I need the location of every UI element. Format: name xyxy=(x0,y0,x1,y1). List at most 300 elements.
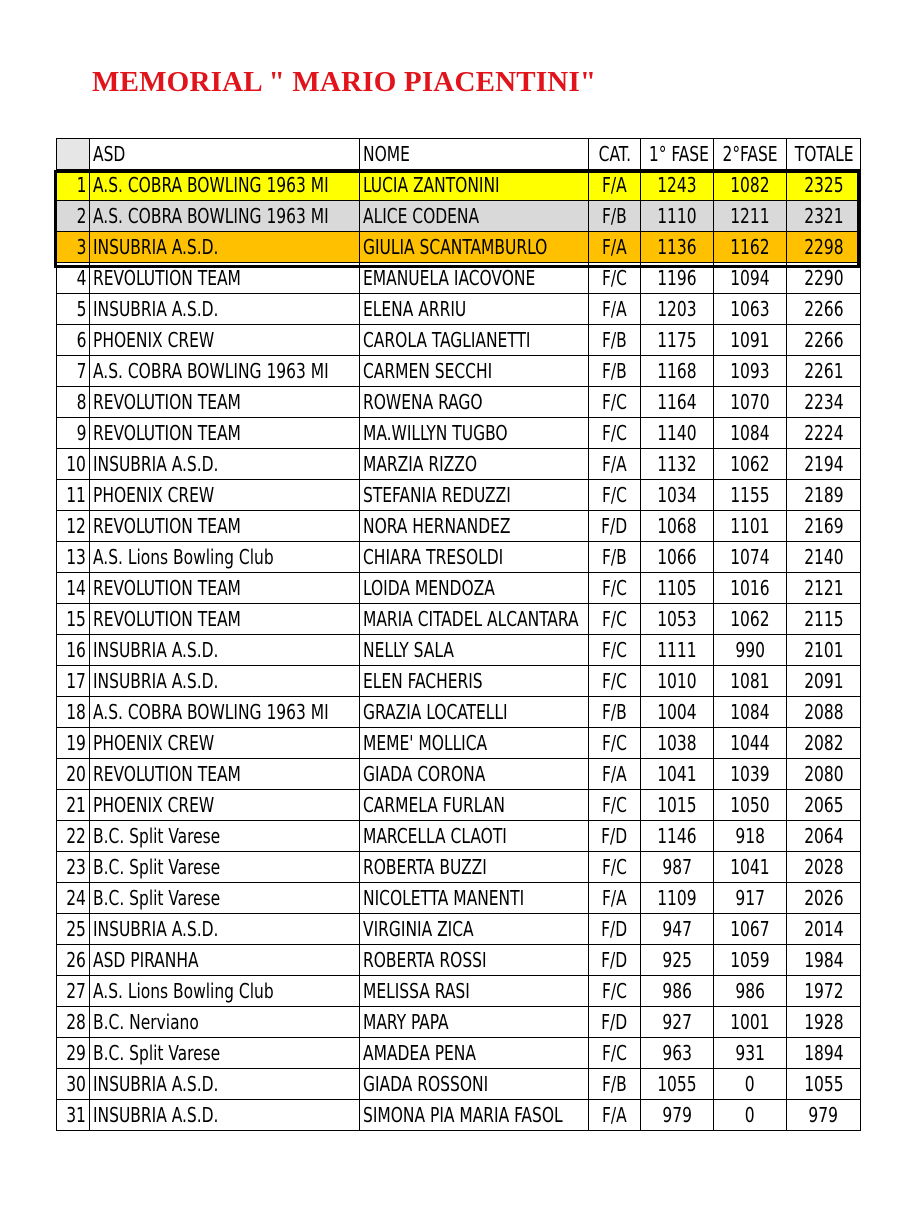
cell-fase1 xyxy=(641,914,714,945)
cell-fase1 xyxy=(641,1069,714,1100)
cell-cat-text: F/C xyxy=(602,576,627,600)
cell-fase1-text: 979 xyxy=(662,1103,692,1127)
cell-nome-text: CAROLA TAGLIANETTI xyxy=(363,328,531,352)
table-row xyxy=(57,697,861,728)
cell-totale xyxy=(787,418,861,449)
cell-asd-text: REVOLUTION TEAM xyxy=(93,266,241,290)
cell-fase2 xyxy=(714,790,787,821)
header-rank xyxy=(57,139,90,170)
header-fase1-label: 1° FASE xyxy=(648,142,709,166)
cell-fase2 xyxy=(714,449,787,480)
cell-asd xyxy=(90,1038,360,1069)
cell-fase1-text: 1175 xyxy=(657,328,697,352)
cell-nome xyxy=(360,480,589,511)
cell-cat xyxy=(589,635,641,666)
cell-cat xyxy=(589,697,641,728)
cell-cat-text: F/B xyxy=(602,328,627,352)
cell-nome-text: VIRGINIA ZICA xyxy=(363,917,474,941)
cell-cat-text: F/C xyxy=(602,266,627,290)
cell-fase1-text: 925 xyxy=(662,948,692,972)
cell-nome-text: CARMEN SECCHI xyxy=(363,359,493,383)
cell-asd xyxy=(90,387,360,418)
cell-rank xyxy=(57,1007,90,1038)
cell-rank xyxy=(57,697,90,728)
table-row xyxy=(57,1100,861,1131)
cell-cat-text: F/B xyxy=(602,700,627,724)
cell-cat-text: F/D xyxy=(601,1010,628,1034)
cell-cat xyxy=(589,604,641,635)
cell-asd xyxy=(90,976,360,1007)
cell-fase2 xyxy=(714,1007,787,1038)
cell-asd xyxy=(90,666,360,697)
cell-nome xyxy=(360,945,589,976)
cell-asd xyxy=(90,635,360,666)
cell-rank xyxy=(57,635,90,666)
cell-nome xyxy=(360,573,589,604)
cell-fase2-text: 1070 xyxy=(730,390,770,414)
table-header xyxy=(57,139,861,170)
cell-cat-text: F/C xyxy=(602,483,627,507)
cell-nome-text: GRAZIA LOCATELLI xyxy=(363,700,508,724)
cell-cat xyxy=(589,1100,641,1131)
cell-totale-text: 1894 xyxy=(803,1041,844,1065)
cell-rank-text: 19 xyxy=(66,731,86,755)
cell-fase2 xyxy=(714,232,787,263)
cell-nome-text: STEFANIA REDUZZI xyxy=(363,483,511,507)
cell-fase1-text: 1034 xyxy=(657,483,697,507)
header-fase2-label: 2°FASE xyxy=(722,142,778,166)
cell-totale-text: 2101 xyxy=(803,638,844,662)
cell-nome-text: MARY PAPA xyxy=(363,1010,449,1034)
cell-fase2-text: 1062 xyxy=(730,607,770,631)
cell-fase2 xyxy=(714,325,787,356)
cell-fase1-text: 947 xyxy=(662,917,692,941)
cell-rank xyxy=(57,356,90,387)
cell-fase2 xyxy=(714,511,787,542)
table-row xyxy=(57,356,861,387)
cell-asd xyxy=(90,852,360,883)
cell-asd xyxy=(90,759,360,790)
cell-asd xyxy=(90,573,360,604)
cell-fase2-text: 1101 xyxy=(730,514,770,538)
table-row xyxy=(57,635,861,666)
cell-fase2-text: 1084 xyxy=(730,421,770,445)
cell-totale-text: 2224 xyxy=(803,421,844,445)
cell-cat-text: F/A xyxy=(602,886,627,910)
cell-rank-text: 7 xyxy=(76,359,86,383)
cell-nome-text: GIULIA SCANTAMBURLO xyxy=(363,235,548,259)
cell-fase1 xyxy=(641,883,714,914)
cell-cat-text: F/C xyxy=(602,979,627,1003)
cell-nome-text: CHIARA TRESOLDI xyxy=(363,545,504,569)
table-body xyxy=(57,170,861,1131)
cell-cat-text: F/C xyxy=(602,638,627,662)
cell-totale xyxy=(787,759,861,790)
cell-totale-text: 2080 xyxy=(803,762,844,786)
cell-fase2 xyxy=(714,666,787,697)
cell-fase1-text: 1055 xyxy=(657,1072,697,1096)
cell-rank xyxy=(57,387,90,418)
cell-rank-text: 20 xyxy=(66,762,86,786)
cell-nome xyxy=(360,449,589,480)
cell-asd xyxy=(90,542,360,573)
cell-asd-text: PHOENIX CREW xyxy=(93,328,215,352)
cell-fase1 xyxy=(641,1007,714,1038)
cell-cat xyxy=(589,201,641,232)
cell-totale xyxy=(787,883,861,914)
cell-fase2 xyxy=(714,573,787,604)
cell-totale xyxy=(787,1069,861,1100)
cell-asd xyxy=(90,604,360,635)
cell-rank xyxy=(57,604,90,635)
table-row xyxy=(57,542,861,573)
cell-nome xyxy=(360,201,589,232)
cell-fase1-text: 963 xyxy=(662,1041,692,1065)
table-row xyxy=(57,294,861,325)
cell-fase2-text: 1041 xyxy=(730,855,770,879)
cell-fase1 xyxy=(641,356,714,387)
cell-asd xyxy=(90,883,360,914)
table-row xyxy=(57,821,861,852)
cell-cat-text: F/D xyxy=(601,917,628,941)
cell-fase2-text: 1093 xyxy=(730,359,770,383)
cell-asd xyxy=(90,945,360,976)
table-row xyxy=(57,449,861,480)
table-row xyxy=(57,263,861,294)
cell-fase1 xyxy=(641,852,714,883)
cell-cat-text: F/A xyxy=(602,297,627,321)
cell-fase2 xyxy=(714,418,787,449)
cell-fase2 xyxy=(714,542,787,573)
cell-fase2-text: 1067 xyxy=(730,917,770,941)
cell-fase1-text: 1041 xyxy=(657,762,697,786)
cell-fase2-text: 1094 xyxy=(730,266,770,290)
cell-rank xyxy=(57,728,90,759)
cell-totale-text: 1928 xyxy=(803,1010,844,1034)
cell-asd xyxy=(90,232,360,263)
cell-rank-text: 8 xyxy=(76,390,86,414)
cell-rank-text: 10 xyxy=(66,452,86,476)
cell-totale xyxy=(787,387,861,418)
cell-totale xyxy=(787,976,861,1007)
cell-fase2 xyxy=(714,604,787,635)
cell-fase1 xyxy=(641,759,714,790)
header-cat-label: CAT. xyxy=(598,142,631,166)
cell-asd xyxy=(90,263,360,294)
cell-fase1 xyxy=(641,604,714,635)
cell-totale-text: 2088 xyxy=(803,700,844,724)
table-row xyxy=(57,511,861,542)
cell-fase2 xyxy=(714,1038,787,1069)
cell-cat xyxy=(589,821,641,852)
cell-cat xyxy=(589,170,641,201)
cell-totale-text: 2169 xyxy=(803,514,844,538)
cell-cat-text: F/C xyxy=(602,669,627,693)
cell-cat-text: F/C xyxy=(602,421,627,445)
cell-totale-text: 2082 xyxy=(803,731,844,755)
cell-fase1-text: 1203 xyxy=(657,297,697,321)
cell-fase1 xyxy=(641,697,714,728)
cell-cat xyxy=(589,294,641,325)
cell-nome-text: MARIA CITADEL ALCANTARA xyxy=(363,607,579,631)
cell-asd-text: INSUBRIA A.S.D. xyxy=(93,669,219,693)
cell-nome-text: MARCELLA CLAOTI xyxy=(363,824,507,848)
cell-fase2 xyxy=(714,976,787,1007)
cell-cat-text: F/C xyxy=(602,793,627,817)
cell-asd-text: A.S. COBRA BOWLING 1963 MI xyxy=(93,359,329,383)
cell-fase1-text: 1136 xyxy=(657,235,697,259)
cell-totale-text: 2194 xyxy=(803,452,844,476)
cell-fase1 xyxy=(641,294,714,325)
table-row xyxy=(57,1069,861,1100)
cell-nome-text: GIADA CORONA xyxy=(363,762,486,786)
cell-nome-text: NORA HERNANDEZ xyxy=(363,514,511,538)
cell-totale xyxy=(787,728,861,759)
cell-rank-text: 3 xyxy=(76,235,86,259)
cell-totale-text: 979 xyxy=(808,1103,839,1127)
cell-cat-text: F/A xyxy=(602,173,627,197)
cell-rank xyxy=(57,1069,90,1100)
cell-asd xyxy=(90,356,360,387)
cell-nome xyxy=(360,697,589,728)
cell-totale xyxy=(787,821,861,852)
cell-fase1 xyxy=(641,573,714,604)
cell-nome xyxy=(360,666,589,697)
cell-fase2 xyxy=(714,945,787,976)
cell-cat xyxy=(589,728,641,759)
cell-totale-text: 2266 xyxy=(803,328,844,352)
cell-fase2 xyxy=(714,263,787,294)
cell-asd-text: INSUBRIA A.S.D. xyxy=(93,297,219,321)
cell-totale-text: 2028 xyxy=(803,855,844,879)
cell-fase1-text: 1053 xyxy=(657,607,697,631)
cell-fase2 xyxy=(714,759,787,790)
cell-totale xyxy=(787,170,861,201)
cell-rank xyxy=(57,232,90,263)
cell-nome xyxy=(360,604,589,635)
cell-cat xyxy=(589,542,641,573)
cell-totale xyxy=(787,573,861,604)
cell-asd xyxy=(90,1069,360,1100)
cell-asd-text: REVOLUTION TEAM xyxy=(93,762,241,786)
cell-nome xyxy=(360,263,589,294)
cell-rank xyxy=(57,449,90,480)
cell-totale-text: 2014 xyxy=(803,917,844,941)
cell-cat-text: F/D xyxy=(601,514,628,538)
cell-asd-text: INSUBRIA A.S.D. xyxy=(93,452,219,476)
cell-rank-text: 28 xyxy=(66,1010,86,1034)
cell-fase2-text: 1082 xyxy=(730,173,770,197)
cell-totale xyxy=(787,666,861,697)
cell-rank xyxy=(57,1038,90,1069)
cell-fase2-text: 1062 xyxy=(730,452,770,476)
table-row xyxy=(57,387,861,418)
cell-rank-text: 22 xyxy=(66,824,86,848)
cell-asd-text: B.C. Split Varese xyxy=(93,824,221,848)
cell-fase1-text: 1010 xyxy=(657,669,697,693)
cell-totale-text: 2115 xyxy=(803,607,844,631)
cell-fase1-text: 1164 xyxy=(657,390,697,414)
table-row xyxy=(57,1007,861,1038)
cell-totale-text: 2121 xyxy=(803,576,844,600)
cell-nome xyxy=(360,914,589,945)
cell-rank-text: 5 xyxy=(76,297,86,321)
cell-nome-text: ROBERTA BUZZI xyxy=(363,855,487,879)
cell-cat xyxy=(589,1007,641,1038)
cell-totale xyxy=(787,1007,861,1038)
results-table xyxy=(56,138,861,1131)
table-row xyxy=(57,480,861,511)
cell-cat-text: F/C xyxy=(602,1041,627,1065)
cell-asd-text: PHOENIX CREW xyxy=(93,483,215,507)
cell-totale xyxy=(787,263,861,294)
cell-cat xyxy=(589,914,641,945)
cell-fase1-text: 1015 xyxy=(657,793,697,817)
cell-fase2-text: 1044 xyxy=(730,731,770,755)
cell-rank-text: 26 xyxy=(66,948,86,972)
cell-fase1-text: 1038 xyxy=(657,731,697,755)
cell-fase1 xyxy=(641,1038,714,1069)
cell-rank xyxy=(57,325,90,356)
cell-fase2-text: 1001 xyxy=(730,1010,770,1034)
cell-cat xyxy=(589,356,641,387)
cell-fase1 xyxy=(641,232,714,263)
cell-asd xyxy=(90,449,360,480)
cell-fase1-text: 1066 xyxy=(657,545,697,569)
cell-fase2-text: 1084 xyxy=(730,700,770,724)
cell-fase2-text: 1050 xyxy=(730,793,770,817)
cell-totale-text: 2298 xyxy=(803,235,844,259)
cell-rank xyxy=(57,914,90,945)
table-row xyxy=(57,325,861,356)
cell-asd-text: B.C. Split Varese xyxy=(93,855,221,879)
cell-asd xyxy=(90,914,360,945)
cell-totale-text: 2266 xyxy=(803,297,844,321)
cell-fase1-text: 1111 xyxy=(657,638,697,662)
cell-fase2 xyxy=(714,635,787,666)
table-row xyxy=(57,573,861,604)
cell-fase1 xyxy=(641,976,714,1007)
cell-asd xyxy=(90,480,360,511)
cell-asd-text: A.S. COBRA BOWLING 1963 MI xyxy=(93,173,329,197)
header-cat xyxy=(589,139,641,170)
header-totale-label: TOTALE xyxy=(794,142,854,166)
cell-fase1-text: 1105 xyxy=(657,576,697,600)
cell-asd-text: B.C. Split Varese xyxy=(93,886,221,910)
cell-fase2-text: 986 xyxy=(735,979,765,1003)
cell-totale xyxy=(787,232,861,263)
cell-asd-text: PHOENIX CREW xyxy=(93,793,215,817)
cell-rank-text: 12 xyxy=(66,514,86,538)
cell-rank xyxy=(57,542,90,573)
table-row xyxy=(57,976,861,1007)
cell-nome-text: ROWENA RAGO xyxy=(363,390,483,414)
cell-nome xyxy=(360,976,589,1007)
cell-fase1 xyxy=(641,1100,714,1131)
cell-asd-text: INSUBRIA A.S.D. xyxy=(93,1103,219,1127)
cell-fase1-text: 927 xyxy=(662,1010,692,1034)
cell-cat-text: F/D xyxy=(601,824,628,848)
cell-fase1 xyxy=(641,635,714,666)
cell-rank-text: 16 xyxy=(66,638,86,662)
table-row xyxy=(57,418,861,449)
header-fase1 xyxy=(641,139,714,170)
cell-cat-text: F/B xyxy=(602,359,627,383)
table-row xyxy=(57,728,861,759)
cell-nome-text: ALICE CODENA xyxy=(363,204,480,228)
cell-asd-text: REVOLUTION TEAM xyxy=(93,421,241,445)
cell-rank xyxy=(57,790,90,821)
cell-rank-text: 4 xyxy=(76,266,86,290)
cell-asd-text: REVOLUTION TEAM xyxy=(93,607,241,631)
cell-fase1 xyxy=(641,666,714,697)
cell-fase2 xyxy=(714,170,787,201)
cell-fase2 xyxy=(714,728,787,759)
cell-nome xyxy=(360,387,589,418)
cell-fase1-text: 1132 xyxy=(657,452,697,476)
cell-asd xyxy=(90,821,360,852)
cell-fase2-text: 1063 xyxy=(730,297,770,321)
cell-cat xyxy=(589,790,641,821)
cell-totale-text: 2189 xyxy=(803,483,844,507)
cell-totale xyxy=(787,635,861,666)
cell-rank-text: 14 xyxy=(66,576,86,600)
cell-fase2-text: 0 xyxy=(745,1072,755,1096)
cell-nome xyxy=(360,883,589,914)
cell-rank xyxy=(57,418,90,449)
cell-rank-text: 30 xyxy=(66,1072,86,1096)
cell-fase2 xyxy=(714,1069,787,1100)
cell-asd xyxy=(90,728,360,759)
cell-nome-text: LUCIA ZANTONINI xyxy=(363,173,500,197)
cell-rank-text: 21 xyxy=(66,793,86,817)
cell-fase1-text: 987 xyxy=(662,855,692,879)
header-asd xyxy=(90,139,360,170)
cell-fase2 xyxy=(714,821,787,852)
cell-totale-text: 2026 xyxy=(803,886,844,910)
cell-totale xyxy=(787,480,861,511)
cell-fase1-text: 1109 xyxy=(657,886,697,910)
cell-rank xyxy=(57,201,90,232)
cell-totale-text: 2065 xyxy=(803,793,844,817)
cell-nome-text: MARZIA RIZZO xyxy=(363,452,478,476)
cell-nome-text: MELISSA RASI xyxy=(363,979,470,1003)
cell-fase1-text: 1168 xyxy=(657,359,697,383)
table-row xyxy=(57,883,861,914)
cell-rank xyxy=(57,821,90,852)
cell-fase2 xyxy=(714,697,787,728)
cell-fase1 xyxy=(641,511,714,542)
cell-fase1-text: 1004 xyxy=(657,700,697,724)
table-row xyxy=(57,170,861,201)
cell-fase2-text: 1155 xyxy=(730,483,770,507)
cell-totale-text: 1972 xyxy=(803,979,844,1003)
cell-rank-text: 27 xyxy=(66,979,86,1003)
cell-fase2-text: 1059 xyxy=(730,948,770,972)
table-row xyxy=(57,201,861,232)
cell-asd-text: INSUBRIA A.S.D. xyxy=(93,638,219,662)
cell-fase1 xyxy=(641,325,714,356)
cell-rank xyxy=(57,263,90,294)
cell-asd xyxy=(90,294,360,325)
cell-rank-text: 31 xyxy=(66,1103,86,1127)
cell-nome-text: MA.WILLYN TUGBO xyxy=(363,421,508,445)
cell-cat xyxy=(589,325,641,356)
table-row xyxy=(57,232,861,263)
cell-rank xyxy=(57,480,90,511)
cell-totale xyxy=(787,542,861,573)
cell-rank xyxy=(57,945,90,976)
